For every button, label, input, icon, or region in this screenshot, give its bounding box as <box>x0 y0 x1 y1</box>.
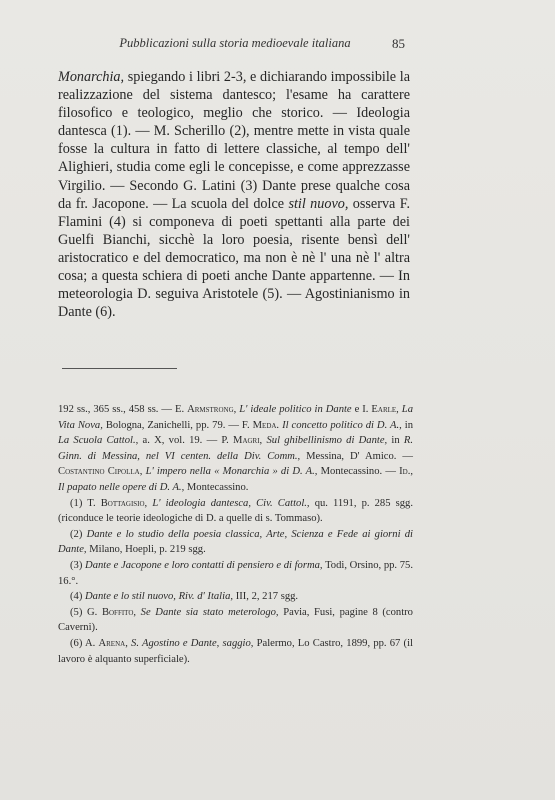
note-text: qu. 1191, p. 285 sgg. (riconduce le teorie ideologiche di D. a quelle di s. Tommaso). <box>58 497 413 525</box>
note-title: L' ideale politico in Dante <box>239 404 352 415</box>
note-title: Sul ghibellinismo di Dante, <box>266 435 388 447</box>
footnote-separator <box>62 368 177 369</box>
page-number: 85 <box>392 36 405 51</box>
note-title: La Scuola Cattol., <box>58 435 139 447</box>
footnote-3 <box>58 558 413 589</box>
note-author: Magri, <box>233 435 263 447</box>
footnote-2 <box>58 527 413 558</box>
note-title: S. Agostino e Dante, saggio, <box>131 637 254 649</box>
footnote-6 <box>58 636 413 667</box>
running-header: Pubblicazioni sulla storia medioevale italiana <box>119 36 351 50</box>
note-text: 192 ss., 365 ss., 458 ss. — E. <box>58 404 185 415</box>
footnote-1 <box>58 496 413 527</box>
note-title: Dante e lo studio della poesia classica, Arte, Scienza e Fede ai giorni di Dante, <box>58 528 413 556</box>
note-text: a. X, vol. 19. — P. <box>142 435 229 447</box>
footnote-continuation <box>58 402 413 496</box>
note-author: Meda. <box>252 419 280 431</box>
note-author: Armstrong, <box>187 404 237 415</box>
note-title: R. Ginn. di Messina, nel VI centen. della Div. Comm., <box>58 435 414 462</box>
note-text: (1) T. <box>70 497 96 509</box>
note-title: Il concetto politico di D. A., <box>282 419 402 431</box>
note-author: Bottagisio, <box>100 497 148 509</box>
note-author: Costantino Cipolla, <box>58 466 143 478</box>
note-text: Todi, Orsino, pp. 75. 16.°. <box>58 559 413 587</box>
note-title: L' impero nella « Monarchia » di D. A., <box>145 466 318 478</box>
note-title: La Vita Nova, <box>58 404 413 431</box>
note-text: in <box>391 435 400 447</box>
note-author: Id., <box>399 466 414 478</box>
italic-term: stil nuovo, <box>288 195 349 212</box>
note-title: L' ideologia dantesca, Civ. Cattol., <box>152 497 310 509</box>
note-text: Pavia, Fusi, pagine 8 (contro Caverni). <box>58 606 413 634</box>
note-text: Messina, D' Amico. — <box>306 450 413 462</box>
footnotes <box>58 402 413 667</box>
main-text-part1: spiegando i libri 2-3, e dichiarando impossibile la realizzazione del sistema dantesco; l'esame ha carattere filosofico e teologico, meglio che storico. — Ideologia dantesca (1). — M. Scherillo (2), mentre mette in vista quale fosse la cultura in fatto di lettere classiche, al tempo dell' Alighieri, studia come egli le concepisse, e come apprezzasse Virgilio. — Secondo G. Latini (3) Dante prese qualche cosa da fr. Jacopone. — La scuola del dolce <box>58 69 411 212</box>
note-text: Montecassino. <box>186 481 249 493</box>
note-text: III, 2, 217 sgg. <box>235 591 299 603</box>
note-text: (5) G. <box>70 606 98 618</box>
footnote-5 <box>58 605 413 636</box>
note-text: in <box>404 419 414 431</box>
note-author: Arena, <box>98 637 128 649</box>
note-title: Il papato nelle opere di D. A., <box>58 481 185 493</box>
note-text: (6) A. <box>70 637 96 649</box>
note-author: Earle, <box>371 404 399 415</box>
note-text: Palermo, Lo Castro, 1899, pp. 67 (il lavoro è alquanto superficiale). <box>58 637 413 665</box>
main-paragraph <box>58 68 410 321</box>
main-text <box>58 68 410 321</box>
main-text-part2: osserva F. Flamini (4) si componeva di poeti spettanti alla parte dei Guelfi Bianchi, sicchè la loro poesia, risente bensì dell' aristocratico e del democratico, ma non è nè l' una nè l' altra cosa; a questa schiera di poeti anche Dante appartenne. — In meteorologia D. seguiva Aristotele (5). — Agostinianismo in Dante (6). <box>58 195 411 321</box>
note-text: Montecassino. — <box>320 466 396 478</box>
note-author: Boffito, <box>101 606 137 618</box>
footnote-4 <box>58 589 413 605</box>
note-title: Dante e lo stil nuovo, Riv. d' Italia, <box>85 591 234 603</box>
note-text: (3) <box>70 559 83 571</box>
italic-title: Monarchia, <box>58 69 125 85</box>
note-title: Dante e Jacopone e loro contatti di pensiero e di forma, <box>85 559 323 571</box>
note-text: (4) <box>70 591 83 603</box>
note-text: Bologna, Zanichelli, pp. 79. — F. <box>105 419 250 431</box>
note-text: Milano, Hoepli, p. 219 sgg. <box>89 544 206 556</box>
note-title: Se Dante sia stato meterologo, <box>140 606 279 618</box>
note-text: e I. <box>354 404 369 415</box>
note-text: (2) <box>70 528 83 540</box>
